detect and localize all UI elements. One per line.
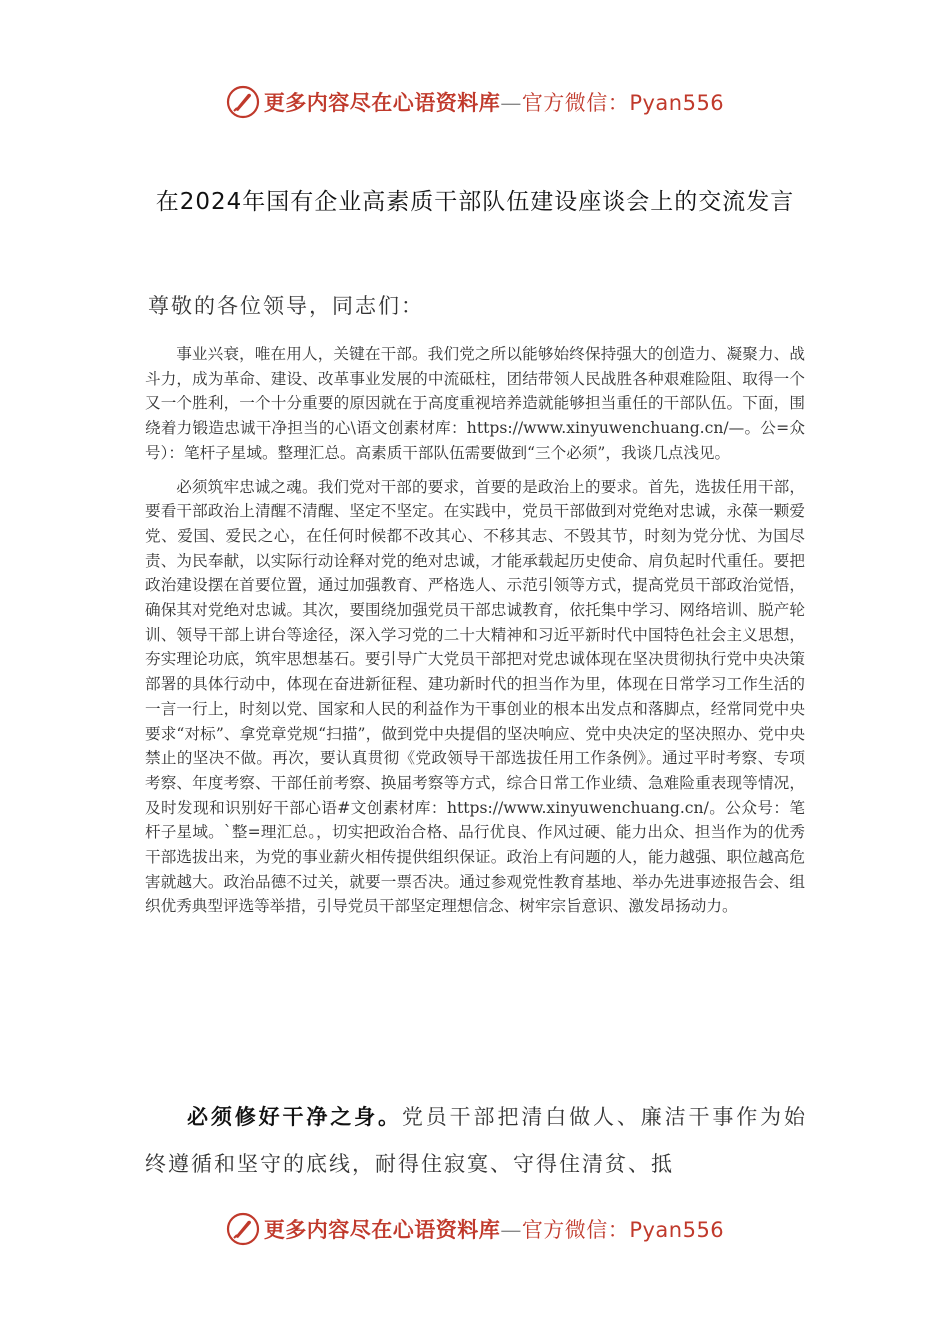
footer-watermark-banner (0, 1209, 950, 1249)
banner-wechat: 官方微信： (521, 91, 630, 115)
banner-dash: — (500, 1218, 522, 1242)
document-body (145, 342, 805, 928)
banner-text (264, 87, 724, 117)
banner-brand: 更多内容尽在心语资料库 (263, 1217, 501, 1242)
banner-account: Pyan556 (629, 1218, 725, 1242)
section-two-text: 党员干部把清白做人、廉洁干事作为始终遵循和坚守的底线，耐得住寂寞、守得住清贫、抵 (145, 1105, 808, 1176)
section-two-paragraph (145, 1094, 807, 1188)
header-watermark-banner (0, 82, 950, 122)
banner-text (264, 1214, 724, 1244)
document-title: 在2024年国有企业高素质干部队伍建设座谈会上的交流发言 (155, 189, 795, 215)
greeting: 尊敬的各位领导，同志们： (148, 294, 424, 318)
section-two-lead: 必须修好干净之身。 (187, 1105, 402, 1129)
body-paragraph: 必须筑牢忠诚之魂。我们党对干部的要求，首要的是政治上的要求。首先，选拔任用干部，要看干部政治上清醒不清醒、坚定不坚定。在实践中，党员干部做到对党绝对忠诚，永葆一颗爱党、爱国、爱民之心，在任何时候都不改其心、不移其志、不毁其节，时刻为党分忧、为国尽责、为民奉献，以实际行动诠释对党的绝对忠诚，才能承载起历史使命、肩负起时代重任。要把政治建设摆在首要位置，通过加强教育、严格选人、示范引领等方式，提高党员干部政治觉悟，确保其对党绝对忠诚。其次，要围绕加强党员干部忠诚教育，依托集中学习、网络培训、脱产轮训、领导干部上讲台等途径，深入学习党的二十大精神和习近平新时代中国特色社会主义思想，夯实理论功底，筑牢思想基石。要引导广大党员干部把对党忠诚体现在坚决贯彻执行党中央决策部署的具体行动中，体现在奋进新征程、建功新时代的担当作为里，体现在日常学习工作生活的一言一行上，时刻以党、国家和人民的利益作为干事创业的根本出发点和落脚点，经常同党中央要求“对标”、拿党章党规“扫描”，做到党中央提倡的坚决响应、党中央决定的坚决照办、党中央禁止的坚决不做。再次，要认真贯彻《党政领导干部选拔任用工作条例》。通过平时考察、专项考察、年度考察、干部任前考察、换届考察等方式，综合日常工作业绩、急难险重表现等情况，及时发现和识别好干部心语#文创素材库：https://www.xinyuwenchuang.cn/。公众号：笔杆子星域。`整=理汇总。，切实把政治合格、品行优良、作风过硬、能力出众、担当作为的优秀干部选拔出来，为党的事业薪火相传提供组织保证。政治上有问题的人，能力越强、职位越高危害就越大。政治品德不过关，就要一票否决。通过参观党性教育基地、举办先进事迹报告会、组织优秀典型评选等举措，引导党员干部坚定理想信念、树牢宗旨意识、激发昂扬动力。 (145, 477, 805, 916)
quill-logo-icon (226, 1212, 260, 1246)
banner-wechat: 官方微信： (521, 1218, 630, 1242)
banner-account: Pyan556 (629, 91, 725, 115)
banner-brand: 更多内容尽在心语资料库 (263, 90, 501, 115)
quill-logo-icon (226, 85, 260, 119)
body-paragraph: 事业兴衰，唯在用人，关键在干部。我们党之所以能够始终保持强大的创造力、凝聚力、战斗力，成为革命、建设、改革事业发展的中流砥柱，团结带领人民战胜各种艰难险阻、取得一个又一个胜利，一个十分重要的原因就在于高度重视培养造就能够担当重任的干部队伍。下面，围绕着力锻造忠诚干净担当的心\语文创素材库：https://www.xinyuwenchuang.cn/—。公=众号）：笔杆子星域。整理汇总。高素质干部队伍需要做到“三个必须”，我谈几点浅见。 (145, 345, 805, 462)
section-two (145, 1094, 807, 1188)
banner-dash: — (500, 91, 522, 115)
